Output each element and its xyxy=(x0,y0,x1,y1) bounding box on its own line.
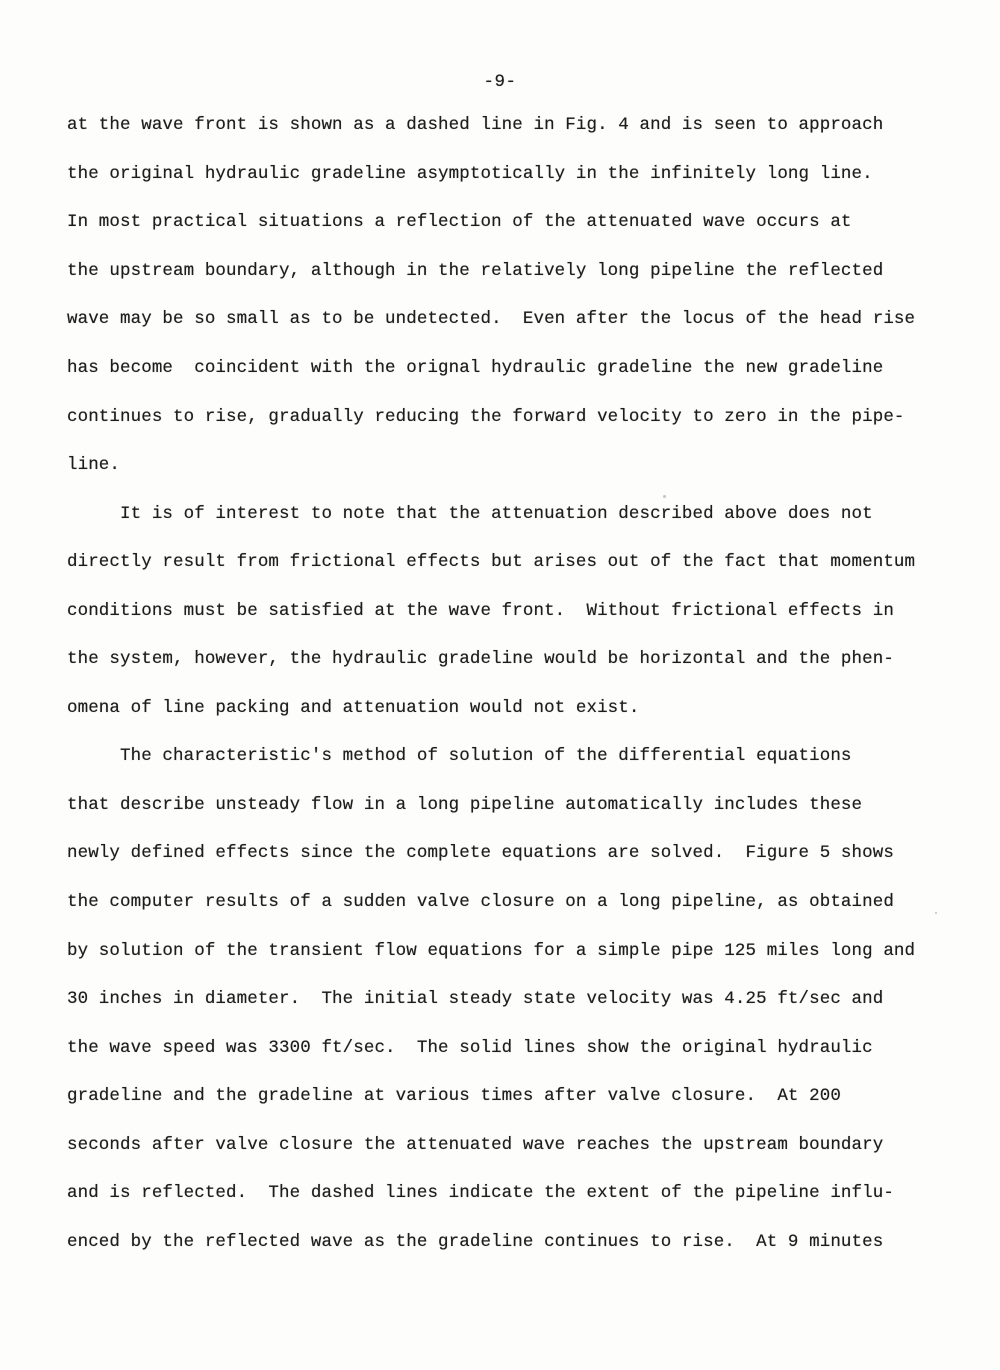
text-line: and is reflected. The dashed lines indicate the extent of the pipeline influ- xyxy=(67,1183,894,1204)
text-line: enced by the reflected wave as the gradeline continues to rise. At 9 minutes xyxy=(67,1231,884,1252)
text-line: the computer results of a sudden valve closure on a long pipeline, as obtained xyxy=(67,892,894,913)
text-line: omena of line packing and attenuation would not exist. xyxy=(67,697,640,718)
scan-speckle xyxy=(935,912,937,914)
text-line: directly result from frictional effects but arises out of the fact that momentum xyxy=(67,552,916,573)
text-line: has become coincident with the orignal hydraulic gradeline the new gradeline xyxy=(67,358,884,378)
text-line: conditions must be satisfied at the wave front. Without frictional effects in xyxy=(67,600,894,621)
text-line: wave may be so small as to be undetected. Even after the locus of the head rise xyxy=(67,309,916,330)
text-line: that describe unsteady flow in a long pipeline automatically includes these xyxy=(67,794,863,815)
text-line: the system, however, the hydraulic gradeline would be horizontal and the phen- xyxy=(67,649,894,670)
text-line: at the wave front is shown as a dashed line in Fig. 4 and is seen to approach xyxy=(67,115,884,136)
text-line: continues to rise, gradually reducing the forward velocity to zero in the pipe- xyxy=(67,406,905,427)
text-line: line. xyxy=(67,455,121,476)
page-number: -9- xyxy=(483,72,517,92)
text-line: seconds after valve closure the attenuated wave reaches the upstream boundary xyxy=(67,1134,884,1155)
text-line: The characteristic's method of solution of the differential equations xyxy=(67,746,852,767)
page-body-text xyxy=(67,101,945,1266)
text-line: the wave speed was 3300 ft/sec. The solid lines show the original hydraulic xyxy=(67,1037,873,1058)
text-line: In most practical situations a reflection of the attenuated wave occurs at xyxy=(67,212,852,233)
text-line: the original hydraulic gradeline asymptotically in the infinitely long line. xyxy=(67,163,873,184)
text-line: 30 inches in diameter. The initial steady state velocity was 4.25 ft/sec and xyxy=(67,989,884,1010)
text-line: gradeline and the gradeline at various times after valve closure. At 200 xyxy=(67,1086,841,1107)
scan-speckle xyxy=(663,495,666,498)
text-line: It is of interest to note that the attenuation described above does not xyxy=(67,503,873,524)
scan-speckle xyxy=(827,316,829,318)
text-line: by solution of the transient flow equations for a simple pipe 125 miles long and xyxy=(67,940,916,961)
text-line: the upstream boundary, although in the relatively long pipeline the reflected xyxy=(67,260,884,281)
text-line: newly defined effects since the complete equations are solved. Figure 5 shows xyxy=(67,843,894,864)
